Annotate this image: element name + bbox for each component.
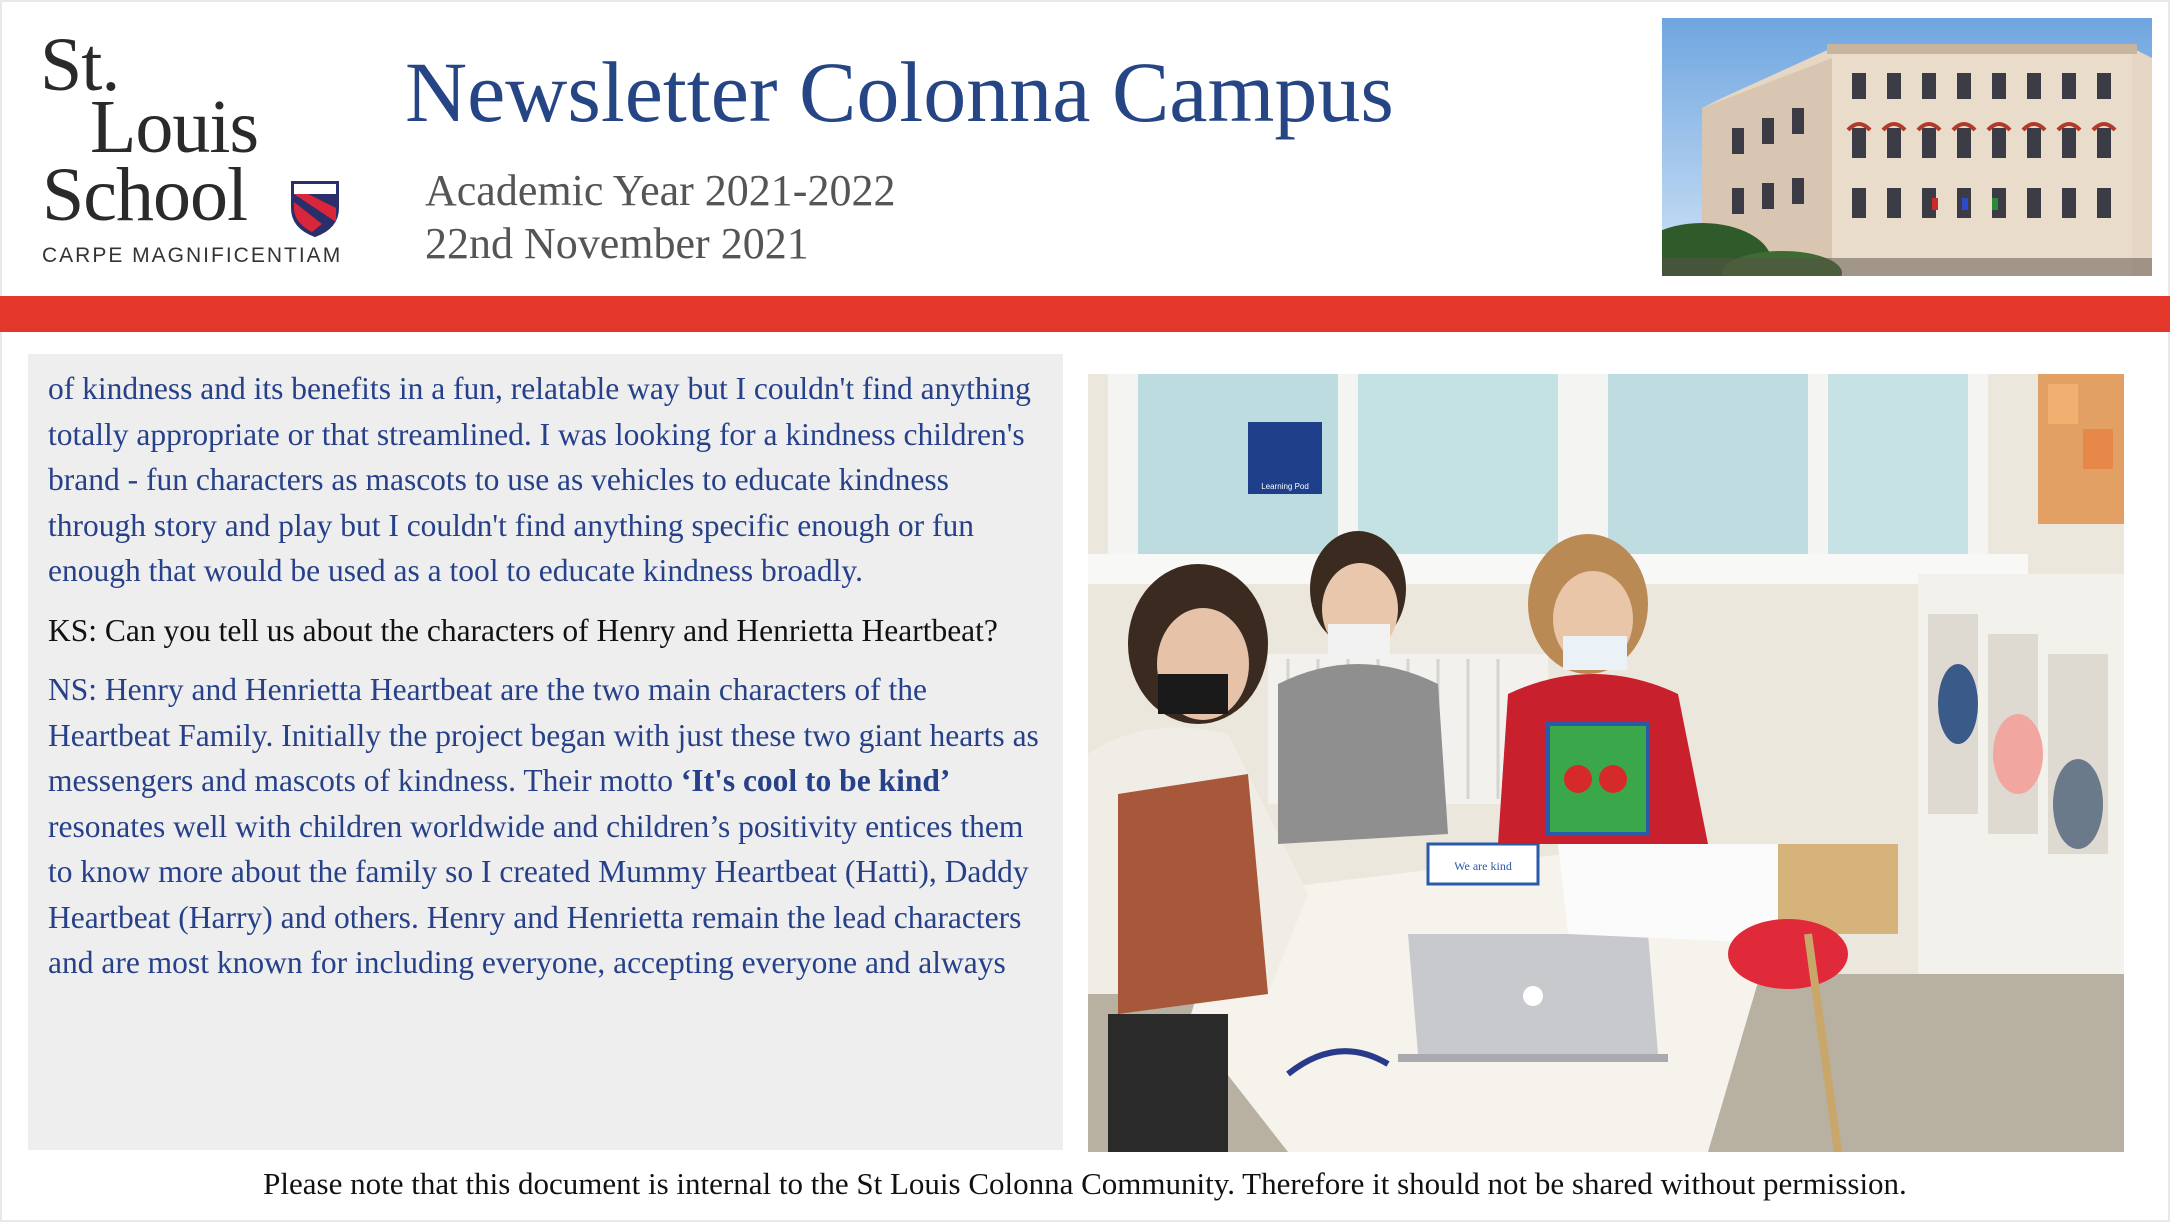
article-paragraph-3 (48, 667, 1053, 986)
article-paragraph-3-end: resonates well with children worldwide and children’s positivity entices them to know more about the family so I created Mummy Heartbeat (Hatti), Daddy Heartbeat (Harry) and others. Henry and Henrietta remain the lead characters and are most known for including everyone, accepting everyone and always (48, 808, 1029, 980)
article-paragraph-1: of kindness and its benefits in a fun, relatable way but I couldn't find anything totally appropriate or that streamlined. I was looking for a kindness children's brand - fun characters as mascots to use as vehicles to educate kindness through story and play but I couldn't find anything specific enough or fun enough that would be used as a tool to educate kindness broadly. (48, 371, 1031, 588)
article-text-panel (28, 354, 1063, 1150)
logo-line-louis: Louis (90, 85, 259, 169)
classroom-photo (1088, 374, 2124, 1152)
book-label: We are kind (1454, 859, 1512, 873)
campus-building-photo (1662, 18, 2152, 276)
red-divider-bar (0, 296, 2170, 332)
confidentiality-note: Please note that this document is internal to the St Louis Colonna Community. Therefore it should not be shared without permission. (263, 1166, 1907, 1201)
logo-line-school: School (42, 153, 248, 237)
logo-line-st: St. (40, 23, 120, 107)
poster-label: Learning Pod (1261, 482, 1309, 491)
article-paragraph-3-start: NS: Henry and Henrietta Heartbeat are the two main characters of the Heartbeat Family. Initially the project began with just these two giant hearts as messengers and mascots of kindness. Their motto (48, 672, 1039, 798)
school-crest-icon (290, 178, 340, 238)
academic-year: Academic Year 2021-2022 (425, 166, 896, 215)
logo-motto: CARPE MAGNIFICENTIAM (42, 244, 343, 267)
issue-date: 22nd November 2021 (425, 219, 809, 268)
article-question: KS: Can you tell us about the characters of Henry and Henrietta Heartbeat? (48, 612, 998, 648)
kindness-motto: ‘It's cool to be kind’ (680, 763, 951, 798)
newsletter-title: Newsletter Colonna Campus (405, 44, 1394, 140)
school-logo (40, 22, 360, 272)
